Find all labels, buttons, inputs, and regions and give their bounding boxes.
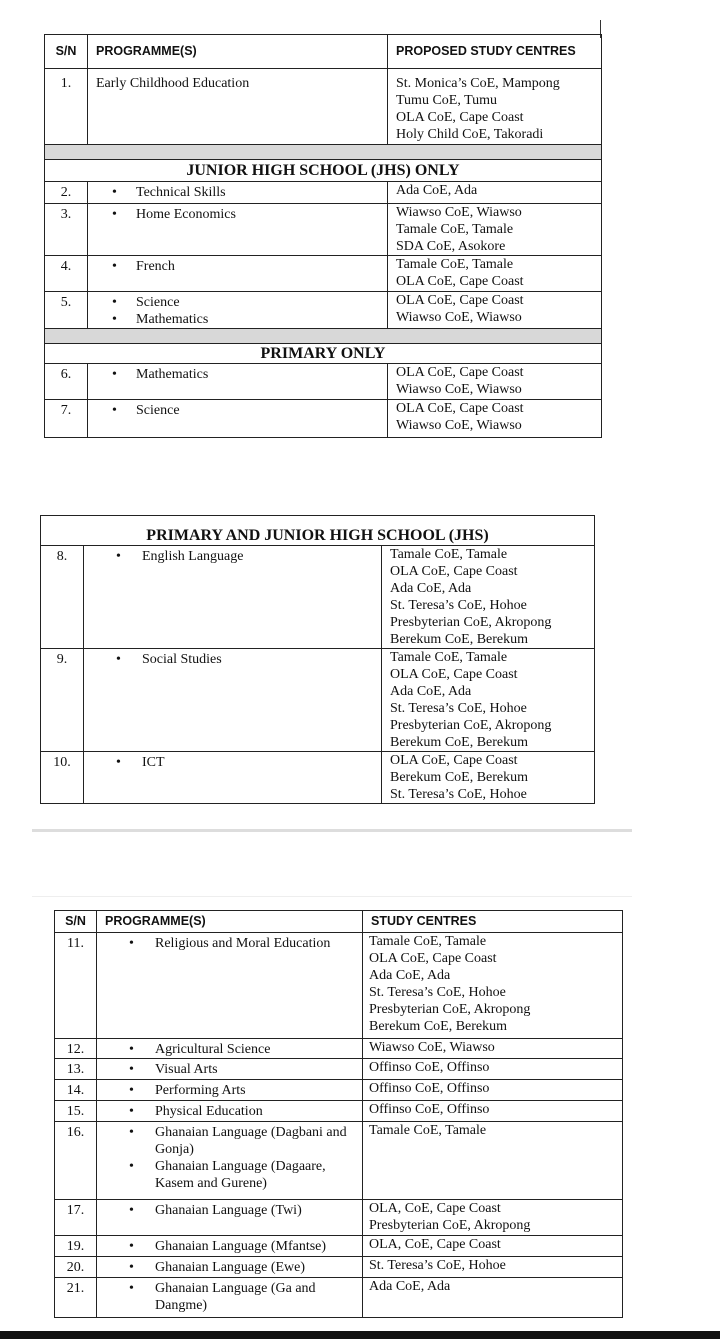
programme-cell xyxy=(97,1122,363,1200)
list-item xyxy=(97,1202,362,1219)
table-row xyxy=(45,400,602,438)
bullet-icon: • xyxy=(129,1203,134,1218)
list-item xyxy=(84,754,381,771)
centre-item: Ada CoE, Ada xyxy=(390,580,472,596)
centres-cell xyxy=(388,256,602,292)
table-row xyxy=(41,545,595,648)
bullet-icon: • xyxy=(129,1125,134,1140)
section-row xyxy=(45,160,602,182)
centre-item: Berekum CoE, Berekum xyxy=(390,734,529,750)
programme-cell xyxy=(88,256,388,292)
centre-item: Offinso CoE, Offinso xyxy=(369,1081,490,1096)
centre-item: St. Teresa’s CoE, Hohoe xyxy=(390,786,527,802)
bullet-icon: • xyxy=(129,1260,134,1275)
bullet-icon: • xyxy=(129,1104,134,1119)
bullet-icon: • xyxy=(112,259,117,274)
programme-name: Mathematics xyxy=(136,312,209,327)
list-item xyxy=(84,548,381,565)
programme-name: Agricultural Science xyxy=(155,1042,271,1057)
programme-name: Science xyxy=(136,295,180,310)
table-row xyxy=(55,1236,623,1257)
programme-name: Ghanaian Language (Twi) xyxy=(155,1203,302,1218)
table-header-row xyxy=(55,911,623,933)
programme-name: Mathematics xyxy=(136,367,209,382)
centre-item: OLA CoE, Cape Coast xyxy=(396,110,524,125)
list-item xyxy=(97,1238,362,1255)
table-row xyxy=(55,1122,623,1200)
col-header-centres: PROPOSED STUDY CENTRES xyxy=(388,35,602,69)
centre-item: St. Teresa’s CoE, Hohoe xyxy=(369,985,506,1000)
row-sn: 8. xyxy=(41,545,84,648)
programme-cell xyxy=(97,1236,363,1257)
section-row xyxy=(41,526,595,546)
row-sn: 3. xyxy=(45,204,88,256)
col-header-programme: PROGRAMME(S) xyxy=(97,911,363,933)
list-item xyxy=(97,1082,362,1099)
centre-item: Ada CoE, Ada xyxy=(369,968,451,983)
row-sn: 16. xyxy=(55,1122,97,1200)
programme-name: Science xyxy=(136,403,180,418)
bullet-icon: • xyxy=(129,936,134,951)
bullet-icon: • xyxy=(129,1281,134,1296)
centre-item: Presbyterian CoE, Akropong xyxy=(390,717,552,733)
centre-item: Tamale CoE, Tamale xyxy=(369,1123,487,1138)
table-row xyxy=(41,751,595,803)
programme-cell xyxy=(88,364,388,400)
centres-cell xyxy=(363,1122,623,1200)
centres-cell xyxy=(363,1059,623,1080)
programme-cell xyxy=(97,1257,363,1278)
centre-item: OLA CoE, Cape Coast xyxy=(396,401,524,416)
table-row xyxy=(45,182,602,204)
centre-item: OLA, CoE, Cape Coast xyxy=(369,1201,501,1216)
centres-cell xyxy=(363,1200,623,1236)
table-row xyxy=(45,364,602,400)
table-row xyxy=(55,1101,623,1122)
row-sn: 12. xyxy=(55,1039,97,1059)
row-sn: 9. xyxy=(41,648,84,751)
bullet-icon: • xyxy=(112,295,117,310)
list-item xyxy=(97,935,362,952)
programme-name: Physical Education xyxy=(155,1104,263,1119)
centre-item: Tamale CoE, Tamale xyxy=(390,649,508,665)
programme-cell xyxy=(84,545,382,648)
centre-item: Berekum CoE, Berekum xyxy=(390,631,529,647)
bullet-icon: • xyxy=(112,367,117,382)
row-sn: 21. xyxy=(55,1278,97,1318)
list-item xyxy=(97,1103,362,1120)
list-item xyxy=(88,366,387,383)
list-item xyxy=(97,1124,362,1158)
shaded-separator xyxy=(45,145,602,160)
centres-cell xyxy=(363,1101,623,1122)
programme-name: Visual Arts xyxy=(155,1062,218,1077)
row-sn: 13. xyxy=(55,1059,97,1080)
list-item xyxy=(88,402,387,419)
centres-cell xyxy=(363,1080,623,1101)
table-row xyxy=(55,1059,623,1080)
centre-item: Holy Child CoE, Takoradi xyxy=(396,127,544,142)
programme-name: French xyxy=(136,259,175,274)
centres-cell xyxy=(382,751,595,803)
table-row xyxy=(55,1080,623,1101)
programme-cell xyxy=(97,1080,363,1101)
centre-item: OLA CoE, Cape Coast xyxy=(396,293,524,308)
centre-item: OLA CoE, Cape Coast xyxy=(390,563,518,579)
programme-cell xyxy=(97,1059,363,1080)
page-divider xyxy=(32,829,632,832)
programme-cell xyxy=(84,648,382,751)
table-header-row xyxy=(45,35,602,69)
bullet-icon: • xyxy=(116,548,121,564)
table-row xyxy=(45,292,602,329)
programme-cell xyxy=(88,204,388,256)
programme-cell xyxy=(88,182,388,204)
centre-item: SDA CoE, Asokore xyxy=(396,239,506,254)
centre-item: Tamale CoE, Tamale xyxy=(396,222,514,237)
bullet-icon: • xyxy=(112,185,117,200)
programme-cell xyxy=(88,400,388,438)
section-row xyxy=(45,344,602,364)
programme-name: Religious and Moral Education xyxy=(155,936,331,951)
centre-item: Ada CoE, Ada xyxy=(369,1279,451,1294)
programme-name: Social Studies xyxy=(142,651,222,667)
centre-item: Ada CoE, Ada xyxy=(390,683,472,699)
shaded-separator-row xyxy=(45,145,602,160)
centres-cell xyxy=(382,545,595,648)
centres-cell xyxy=(388,69,602,145)
centres-cell xyxy=(388,182,602,204)
programme-name: Performing Arts xyxy=(155,1083,246,1098)
programme-name: Technical Skills xyxy=(136,185,226,200)
programme-cell xyxy=(97,1039,363,1059)
bullet-icon: • xyxy=(129,1062,134,1077)
list-item xyxy=(97,1041,362,1058)
programme-cell xyxy=(97,1278,363,1318)
row-sn: 4. xyxy=(45,256,88,292)
col-header-sn: S/N xyxy=(55,911,97,933)
centre-item: Tamale CoE, Tamale xyxy=(396,257,514,272)
row-sn: 5. xyxy=(45,292,88,329)
list-item xyxy=(88,184,387,201)
list-item xyxy=(97,1061,362,1078)
centre-item: St. Teresa’s CoE, Hohoe xyxy=(369,1258,506,1273)
col-header-sn: S/N xyxy=(45,35,88,69)
centre-item: OLA CoE, Cape Coast xyxy=(390,752,518,768)
centre-item: OLA CoE, Cape Coast xyxy=(396,274,524,289)
top-spacer xyxy=(41,516,595,526)
list-item xyxy=(88,258,387,275)
section-title-primary-jhs: PRIMARY AND JUNIOR HIGH SCHOOL (JHS) xyxy=(41,526,595,546)
programme-name: Ghanaian Language (Dagaare, Kasem and Gurene) xyxy=(155,1159,326,1191)
centre-item: Berekum CoE, Berekum xyxy=(390,769,529,785)
programme-cell xyxy=(97,933,363,1039)
list-item xyxy=(88,311,387,328)
programme-name: English Language xyxy=(142,548,244,564)
list-item xyxy=(97,1158,362,1192)
shaded-separator xyxy=(45,329,602,344)
table-3 xyxy=(54,910,623,1318)
row-sn: 11. xyxy=(55,933,97,1039)
centre-item: OLA, CoE, Cape Coast xyxy=(369,1237,501,1252)
centre-item: Wiawso CoE, Wiawso xyxy=(396,418,522,433)
centres-cell xyxy=(382,648,595,751)
table-row xyxy=(55,1039,623,1059)
centre-item: OLA CoE, Cape Coast xyxy=(369,951,497,966)
table-row xyxy=(55,1278,623,1318)
row-sn: 20. xyxy=(55,1257,97,1278)
centre-item: Presbyterian CoE, Akropong xyxy=(369,1218,531,1233)
bullet-icon: • xyxy=(112,207,117,222)
bullet-icon: • xyxy=(129,1042,134,1057)
table-row xyxy=(55,1257,623,1278)
centre-item: Tamale CoE, Tamale xyxy=(390,546,508,562)
page-divider xyxy=(32,896,632,897)
list-item xyxy=(88,294,387,311)
table-row xyxy=(41,648,595,751)
row-sn: 2. xyxy=(45,182,88,204)
centre-item: Berekum CoE, Berekum xyxy=(369,1019,508,1034)
centres-cell xyxy=(363,933,623,1039)
bullet-icon: • xyxy=(129,1239,134,1254)
centre-item: Presbyterian CoE, Akropong xyxy=(390,614,552,630)
programme-cell xyxy=(88,292,388,329)
centre-item: St. Teresa’s CoE, Hohoe xyxy=(390,700,527,716)
table-1 xyxy=(44,34,602,438)
row-sn: 7. xyxy=(45,400,88,438)
bottom-bar xyxy=(0,1331,720,1339)
row-sn: 10. xyxy=(41,751,84,803)
centre-item: Wiawso CoE, Wiawso xyxy=(369,1040,495,1055)
centre-item: Wiawso CoE, Wiawso xyxy=(396,310,522,325)
centres-cell xyxy=(388,204,602,256)
centres-cell xyxy=(388,364,602,400)
centre-item: OLA CoE, Cape Coast xyxy=(396,365,524,380)
table-row xyxy=(45,69,602,145)
col-header-centres: STUDY CENTRES xyxy=(363,911,623,933)
row-sn: 14. xyxy=(55,1080,97,1101)
section-title-jhs: JUNIOR HIGH SCHOOL (JHS) ONLY xyxy=(45,160,602,182)
list-item xyxy=(97,1259,362,1276)
programme-name: Early Childhood Education xyxy=(88,69,388,145)
list-item xyxy=(84,651,381,668)
centres-cell xyxy=(388,292,602,329)
top-spacer-row xyxy=(41,516,595,526)
programme-cell xyxy=(97,1101,363,1122)
row-sn: 19. xyxy=(55,1236,97,1257)
programme-name: Ghanaian Language (Mfantse) xyxy=(155,1239,327,1254)
row-sn: 17. xyxy=(55,1200,97,1236)
bullet-icon: • xyxy=(112,312,117,327)
bullet-icon: • xyxy=(112,403,117,418)
bullet-icon: • xyxy=(129,1083,134,1098)
table-row xyxy=(45,204,602,256)
centres-cell xyxy=(363,1236,623,1257)
bullet-icon: • xyxy=(116,754,121,770)
centre-item: Tamale CoE, Tamale xyxy=(369,934,487,949)
programme-name: ICT xyxy=(142,754,165,770)
centre-item: Wiawso CoE, Wiawso xyxy=(396,205,522,220)
table-row xyxy=(55,933,623,1039)
centres-cell xyxy=(363,1278,623,1318)
col-header-programme: PROGRAMME(S) xyxy=(88,35,388,69)
centre-item: OLA CoE, Cape Coast xyxy=(390,666,518,682)
centre-item: St. Monica’s CoE, Mampong xyxy=(396,76,560,91)
bullet-icon: • xyxy=(129,1159,134,1174)
centre-item: Ada CoE, Ada xyxy=(396,183,478,198)
centre-item: Tumu CoE, Tumu xyxy=(396,93,498,108)
centres-cell xyxy=(388,400,602,438)
centre-item: Presbyterian CoE, Akropong xyxy=(369,1002,531,1017)
row-sn: 6. xyxy=(45,364,88,400)
list-item xyxy=(88,206,387,223)
programme-cell xyxy=(97,1200,363,1236)
section-title-primary: PRIMARY ONLY xyxy=(45,344,602,364)
centres-cell xyxy=(363,1257,623,1278)
table-row xyxy=(45,256,602,292)
row-sn: 15. xyxy=(55,1101,97,1122)
centre-item: Offinso CoE, Offinso xyxy=(369,1060,490,1075)
centre-item: Wiawso CoE, Wiawso xyxy=(396,382,522,397)
programme-cell xyxy=(84,751,382,803)
centre-item: St. Teresa’s CoE, Hohoe xyxy=(390,597,527,613)
table-2 xyxy=(40,515,595,804)
bullet-icon: • xyxy=(116,651,121,667)
programme-name: Ghanaian Language (Dagbani and Gonja) xyxy=(155,1125,347,1157)
programme-name: Ghanaian Language (Ga and Dangme) xyxy=(155,1281,316,1313)
programme-name: Ghanaian Language (Ewe) xyxy=(155,1260,306,1275)
centres-cell xyxy=(363,1039,623,1059)
centre-item: Offinso CoE, Offinso xyxy=(369,1102,490,1117)
shaded-separator-row xyxy=(45,329,602,344)
table-row xyxy=(55,1200,623,1236)
row-sn: 1. xyxy=(45,69,88,145)
programme-name: Home Economics xyxy=(136,207,236,222)
list-item xyxy=(97,1280,362,1314)
